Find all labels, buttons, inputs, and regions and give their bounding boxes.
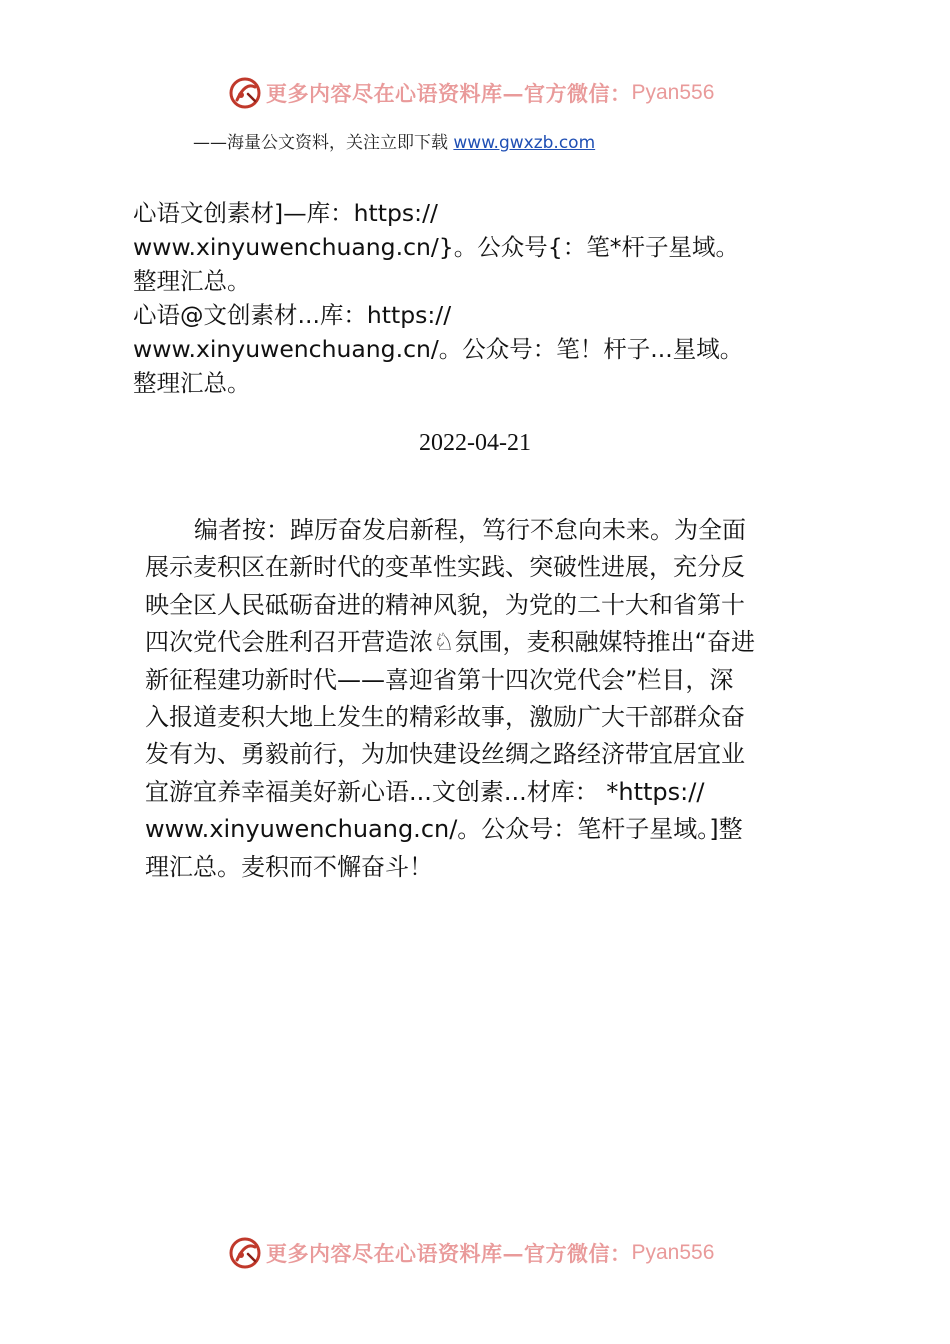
header-banner-wechat: Pyan556: [631, 81, 715, 104]
header-banner-text: 更多内容尽在心语资料库—官方微信：: [266, 81, 632, 106]
note-line: 心语文创素材]—库：https://: [133, 199, 438, 227]
article-body: [145, 512, 807, 886]
note-line: 整理汇总。: [133, 267, 251, 295]
footer-banner-text: 更多内容尽在心语资料库—官方微信：: [266, 1241, 632, 1266]
article-line: 新征程建功新时代——喜迎省第十四次党代会”栏目，深: [145, 665, 734, 694]
article-line: 理汇总。麦积而不懈奋斗！: [145, 852, 433, 881]
footer-banner-wechat: Pyan556: [631, 1241, 715, 1264]
article-line: 宜游宜养幸福美好新心语...文创素...材库： *https://: [145, 777, 705, 806]
note-line: 心语@文创素材...库：https://: [133, 301, 452, 329]
brand-logo-icon: [228, 76, 262, 110]
brand-logo-icon: [228, 1236, 262, 1270]
article-line: 发有为、勇毅前行，为加快建设丝绸之路经济带宜居宜业: [145, 740, 745, 769]
note-line: www.xinyuwenchuang.cn/}。公众号{：笔*杆子星域。: [133, 233, 739, 261]
article-line: 展示麦积区在新时代的变革性实践、突破性进展，充分反: [145, 553, 745, 582]
article-date: 2022-04-21: [419, 430, 531, 456]
watermark-note-1: [133, 196, 823, 298]
article-line: 映全区人民砥砺奋进的精神风貌，为党的二十大和省第十: [145, 590, 745, 619]
article-line: 四次党代会胜利召开营造浓♘氛围，麦积融媒特推出“奋进: [145, 628, 755, 657]
note-line: 整理汇总。: [133, 369, 251, 397]
download-subline: [193, 128, 595, 153]
article-line: 入报道麦积大地上发生的精彩故事，激励广大干部群众奋: [145, 703, 745, 732]
footer-banner: [228, 1233, 714, 1273]
article-line: 编者按：踔厉奋发启新程，笃行不怠向未来。为全面: [194, 516, 746, 544]
article-line: www.xinyuwenchuang.cn/。公众号：笔杆子星域。]整: [145, 815, 743, 844]
header-banner: [228, 73, 714, 113]
download-link[interactable]: www.gwxzb.com: [453, 133, 596, 153]
subline-text: ——海量公文资料，关注立即下载: [193, 133, 454, 153]
watermark-note-2: [133, 298, 823, 400]
note-line: www.xinyuwenchuang.cn/。公众号：笔！杆子...星域。: [133, 335, 744, 363]
